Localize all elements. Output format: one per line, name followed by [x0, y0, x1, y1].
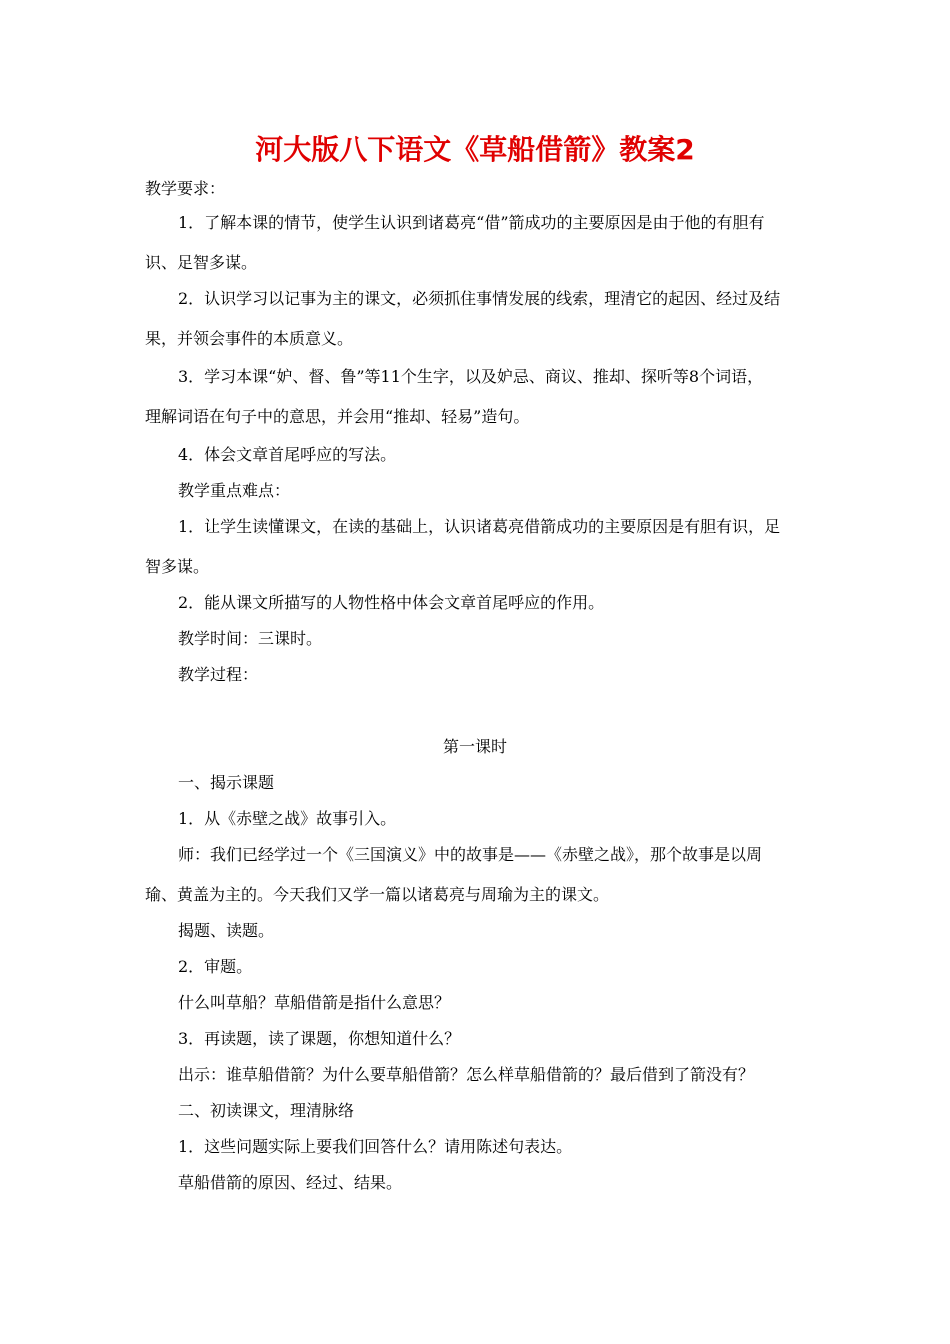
section-heading: 二、初读课文，理清脉络	[178, 1101, 355, 1120]
text-line: 4．体会文章首尾呼应的写法。	[178, 445, 397, 464]
text-line: 果，并领会事件的本质意义。	[145, 329, 354, 348]
lesson-heading: 第一课时	[442, 737, 507, 756]
text-line: 3．学习本课“妒、督、鲁”等11个生字，以及妒忌、商议、推却、探听等8个词语，	[178, 367, 764, 386]
text-line: 2．能从课文所描写的人物性格中体会文章首尾呼应的作用。	[178, 593, 605, 612]
text-line: 教学要求：	[145, 179, 226, 198]
text-line: 1．这些问题实际上要我们回答什么？请用陈述句表达。	[178, 1137, 573, 1156]
text-line: 智多谋。	[145, 557, 210, 576]
text-line: 出示：谁草船借箭？为什么要草船借箭？怎么样草船借箭的？最后借到了箭没有？	[178, 1065, 755, 1084]
text-line: 师：我们已经学过一个《三国演义》中的故事是——《赤壁之战》，那个故事是以周	[178, 845, 763, 864]
text-line: 2．认识学习以记事为主的课文，必须抓住事情发展的线索，理清它的起因、经过及结	[178, 289, 781, 308]
text-line: 什么叫草船？草船借箭是指什么意思？	[178, 993, 451, 1012]
text-line: 2．审题。	[178, 957, 253, 976]
text-line: 揭题、读题。	[178, 921, 275, 940]
section-heading: 教学过程：	[178, 665, 259, 684]
text-line: 理解词语在句子中的意思，并会用“推却、轻易”造句。	[145, 407, 530, 426]
document-title: 河大版八下语文《草船借箭》教案2	[255, 133, 695, 166]
text-line: 教学时间：三课时。	[178, 629, 323, 648]
text-line: 1．从《赤壁之战》故事引入。	[178, 809, 397, 828]
text-line: 草船借箭的原因、经过、结果。	[178, 1173, 403, 1192]
text-line: 1．让学生读懂课文，在读的基础上，认识诸葛亮借箭成功的主要原因是有胆有识，足	[178, 517, 781, 536]
text-line: 3．再读题，读了课题，你想知道什么？	[178, 1029, 461, 1048]
text-line: 识、足智多谋。	[145, 253, 258, 272]
section-heading: 教学重点难点：	[178, 481, 291, 500]
section-heading: 一、揭示课题	[178, 773, 275, 792]
text-line: 1．了解本课的情节，使学生认识到诸葛亮“借”箭成功的主要原因是由于他的有胆有	[178, 213, 765, 232]
text-line: 瑜、黄盖为主的。今天我们又学一篇以诸葛亮与周瑜为主的课文。	[145, 885, 610, 904]
